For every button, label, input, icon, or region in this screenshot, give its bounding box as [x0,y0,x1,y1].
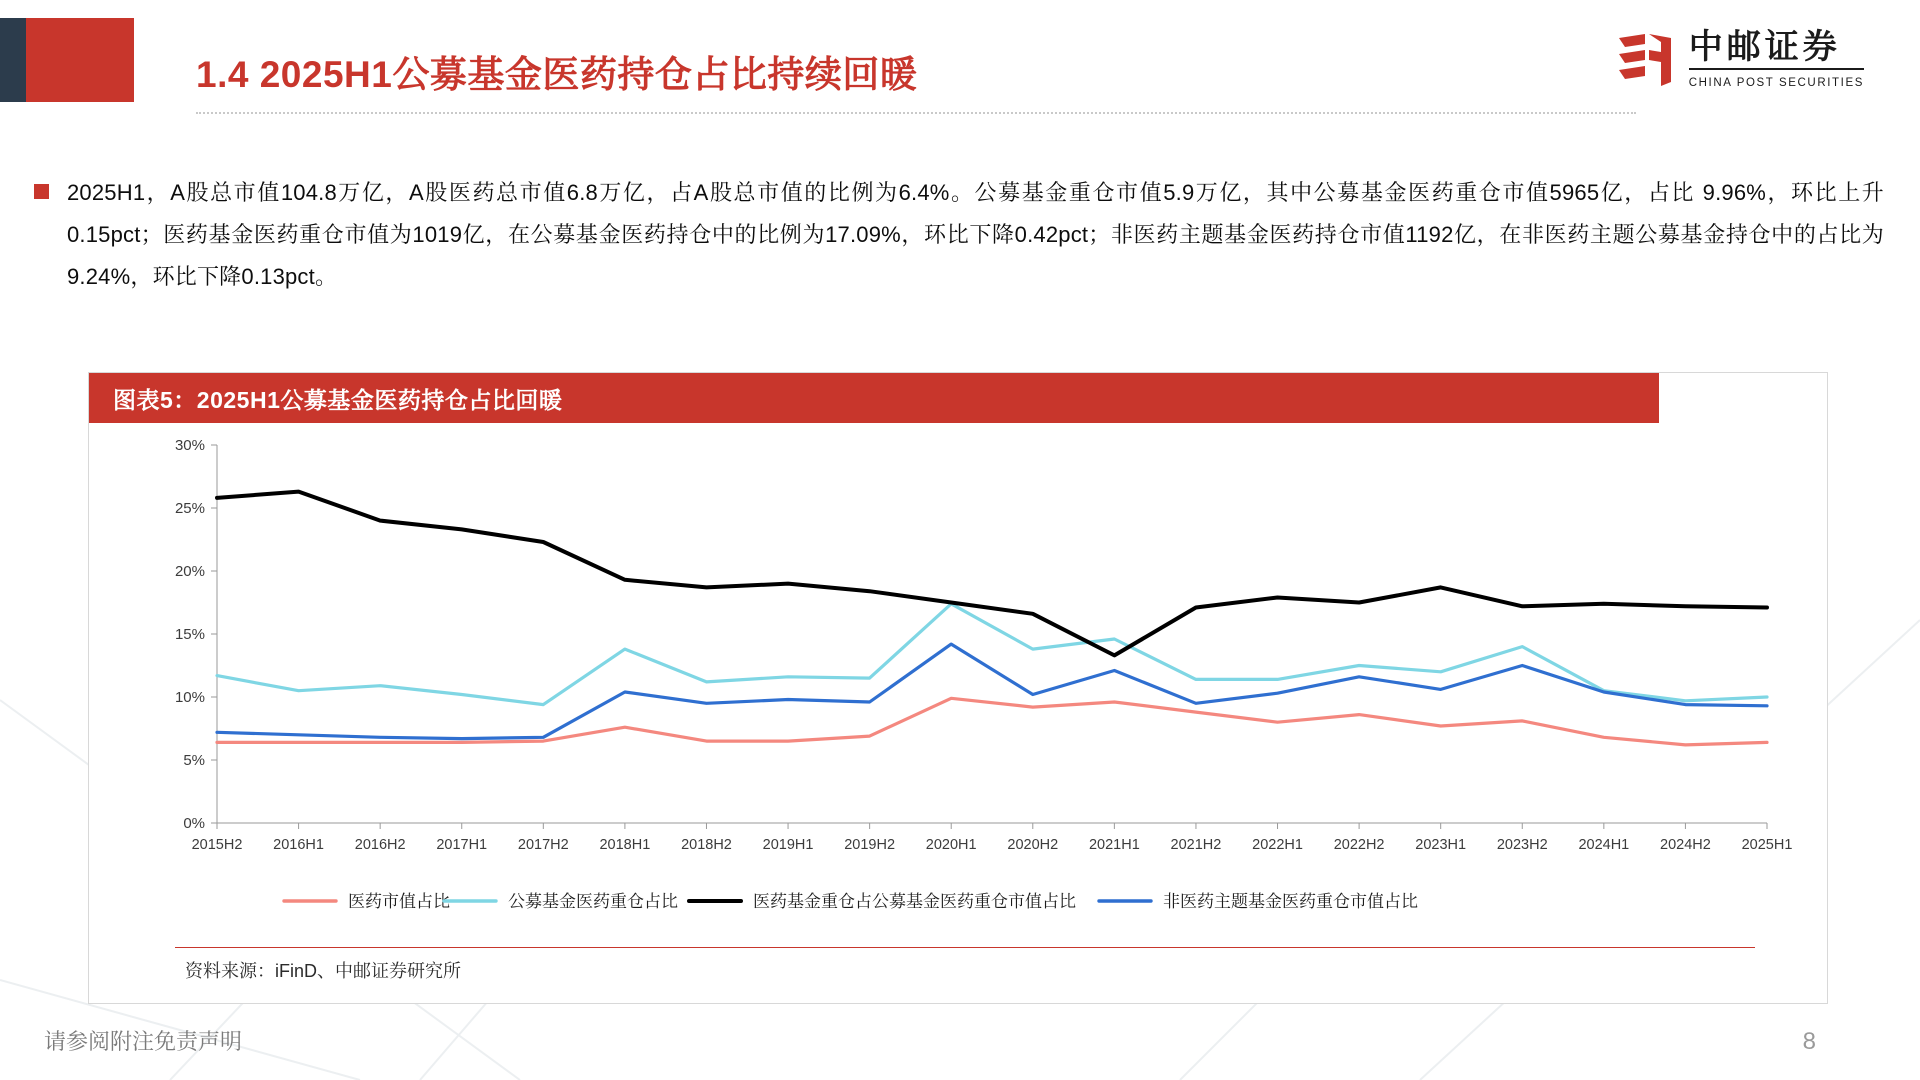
svg-text:25%: 25% [174,500,205,517]
svg-text:2015H2: 2015H2 [191,837,243,853]
svg-text:2018H1: 2018H1 [599,837,651,853]
summary-text: 2025H1，A股总市值104.8万亿，A股医药总市值6.8万亿，占A股总市值的比例为6.4%。公募基金重仓市值5.9万亿，其中公募基金医药重仓市值5965亿，占比 9.96%，环比上升0.15pct；医药基金医药重仓市值为1019亿，在公募基金医药持仓中的比例为17.09%，环比下降0.42pct；非医药主题基金医药持仓市值1192亿，在非医药主题公募基金持仓中的占比为9.24%，环比下降0.13pct。 [67,180,1884,289]
svg-text:0%: 0% [183,815,205,832]
company-logo [1615,30,1864,89]
page-title: 1.4 2025H1公募基金医药持仓占比持续回暖 [196,54,918,95]
logo-text-cn: 中邮证券 [1688,28,1841,66]
chart-plot-area [89,423,1827,943]
svg-text:2017H1: 2017H1 [436,837,488,853]
header-accent-dark [0,18,26,102]
svg-text:2020H2: 2020H2 [1007,837,1059,853]
svg-text:公募基金医药重仓占比: 公募基金医药重仓占比 [508,892,678,911]
svg-text:10%: 10% [174,689,205,706]
svg-text:2025H1: 2025H1 [1741,837,1793,853]
logo-text-en: CHINA POST SECURITIES [1688,77,1864,89]
svg-text:30%: 30% [174,437,205,454]
svg-text:20%: 20% [174,563,205,580]
source-divider [175,947,1755,948]
svg-text:2021H1: 2021H1 [1088,837,1140,853]
header-divider [196,112,1636,114]
svg-text:2024H1: 2024H1 [1578,837,1630,853]
line-chart [89,423,1827,943]
page-header [0,0,1920,136]
svg-text:2022H2: 2022H2 [1333,837,1385,853]
summary-bullet [34,172,1884,298]
chart-card [88,372,1828,1004]
svg-text:2018H2: 2018H2 [681,837,732,853]
chart-caption: 图表5：2025H1公募基金医药持仓占比回暖 [89,373,1659,423]
svg-text:2023H2: 2023H2 [1496,837,1548,853]
svg-text:2022H1: 2022H1 [1252,837,1303,853]
svg-text:2021H2: 2021H2 [1170,837,1222,853]
svg-text:2020H1: 2020H1 [925,837,977,853]
svg-text:医药市值占比: 医药市值占比 [348,892,450,911]
svg-text:2023H1: 2023H1 [1415,837,1467,853]
svg-text:5%: 5% [183,752,205,769]
svg-text:2024H2: 2024H2 [1660,837,1711,853]
svg-text:2016H1: 2016H1 [273,837,324,853]
svg-text:2019H2: 2019H2 [844,837,896,853]
logo-rule [1689,68,1864,70]
svg-text:2016H2: 2016H2 [354,837,406,853]
footer-disclaimer: 请参阅附注免责声明 [44,1029,243,1054]
page-number: 8 [1802,1028,1816,1055]
header-accent-red [26,18,134,102]
china-post-logo-icon [1615,32,1675,88]
svg-text:医药基金重仓占公募基金医药重仓市值占比: 医药基金重仓占公募基金医药重仓市值占比 [753,892,1076,911]
svg-text:非医药主题基金医药重仓市值占比: 非医药主题基金医药重仓市值占比 [1163,892,1418,911]
svg-text:2017H2: 2017H2 [517,837,569,853]
bullet-square-icon [34,184,49,199]
chart-source: 资料来源：iFinD、中邮证券研究所 [185,961,462,981]
svg-text:15%: 15% [174,626,205,643]
svg-text:2019H1: 2019H1 [762,837,814,853]
